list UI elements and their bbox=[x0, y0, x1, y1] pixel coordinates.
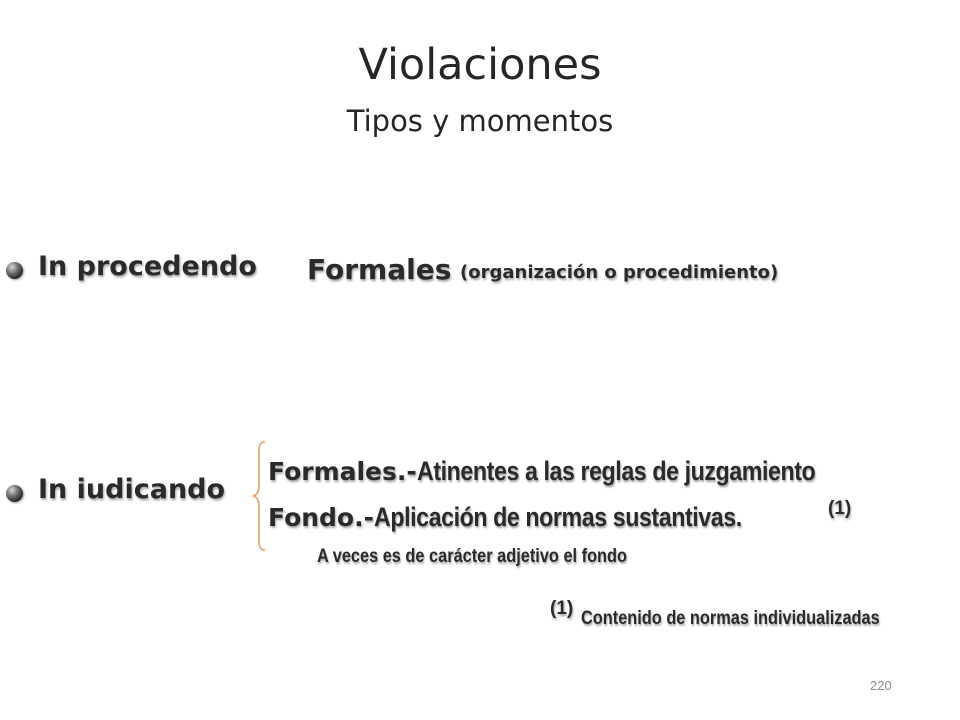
procedendo-type-note: (organización o procedimiento) bbox=[460, 262, 779, 283]
fondo-footnote-ref: (1) bbox=[828, 498, 852, 519]
fondo-lead: Fondo.- bbox=[268, 503, 374, 532]
procedendo-type-label: Formales bbox=[307, 253, 452, 286]
curly-brace-icon bbox=[252, 440, 266, 552]
bullet-in-procedendo: In procedendo bbox=[38, 251, 257, 282]
fondo-text: Aplicación de normas sustantivas. bbox=[373, 502, 742, 532]
page-number: 220 bbox=[870, 678, 892, 693]
formales-lead: Formales.- bbox=[268, 457, 417, 486]
fondo-note: A veces es de carácter adjetivo el fondo bbox=[317, 546, 627, 567]
iudicando-fondo-line bbox=[268, 502, 802, 533]
slide-subtitle: Tipos y momentos bbox=[346, 104, 614, 138]
slide-title: Violaciones bbox=[358, 40, 602, 90]
sphere-bullet-icon bbox=[6, 262, 23, 279]
bullet-in-iudicando: In iudicando bbox=[38, 474, 226, 505]
footnote-marker: (1) bbox=[550, 598, 574, 619]
footnote-text: Contenido de normas individualizadas bbox=[581, 608, 880, 629]
formales-text: Atinentes a las reglas de juzgamiento bbox=[416, 456, 816, 486]
sphere-bullet-icon bbox=[6, 485, 23, 502]
iudicando-formales-line bbox=[268, 456, 880, 487]
